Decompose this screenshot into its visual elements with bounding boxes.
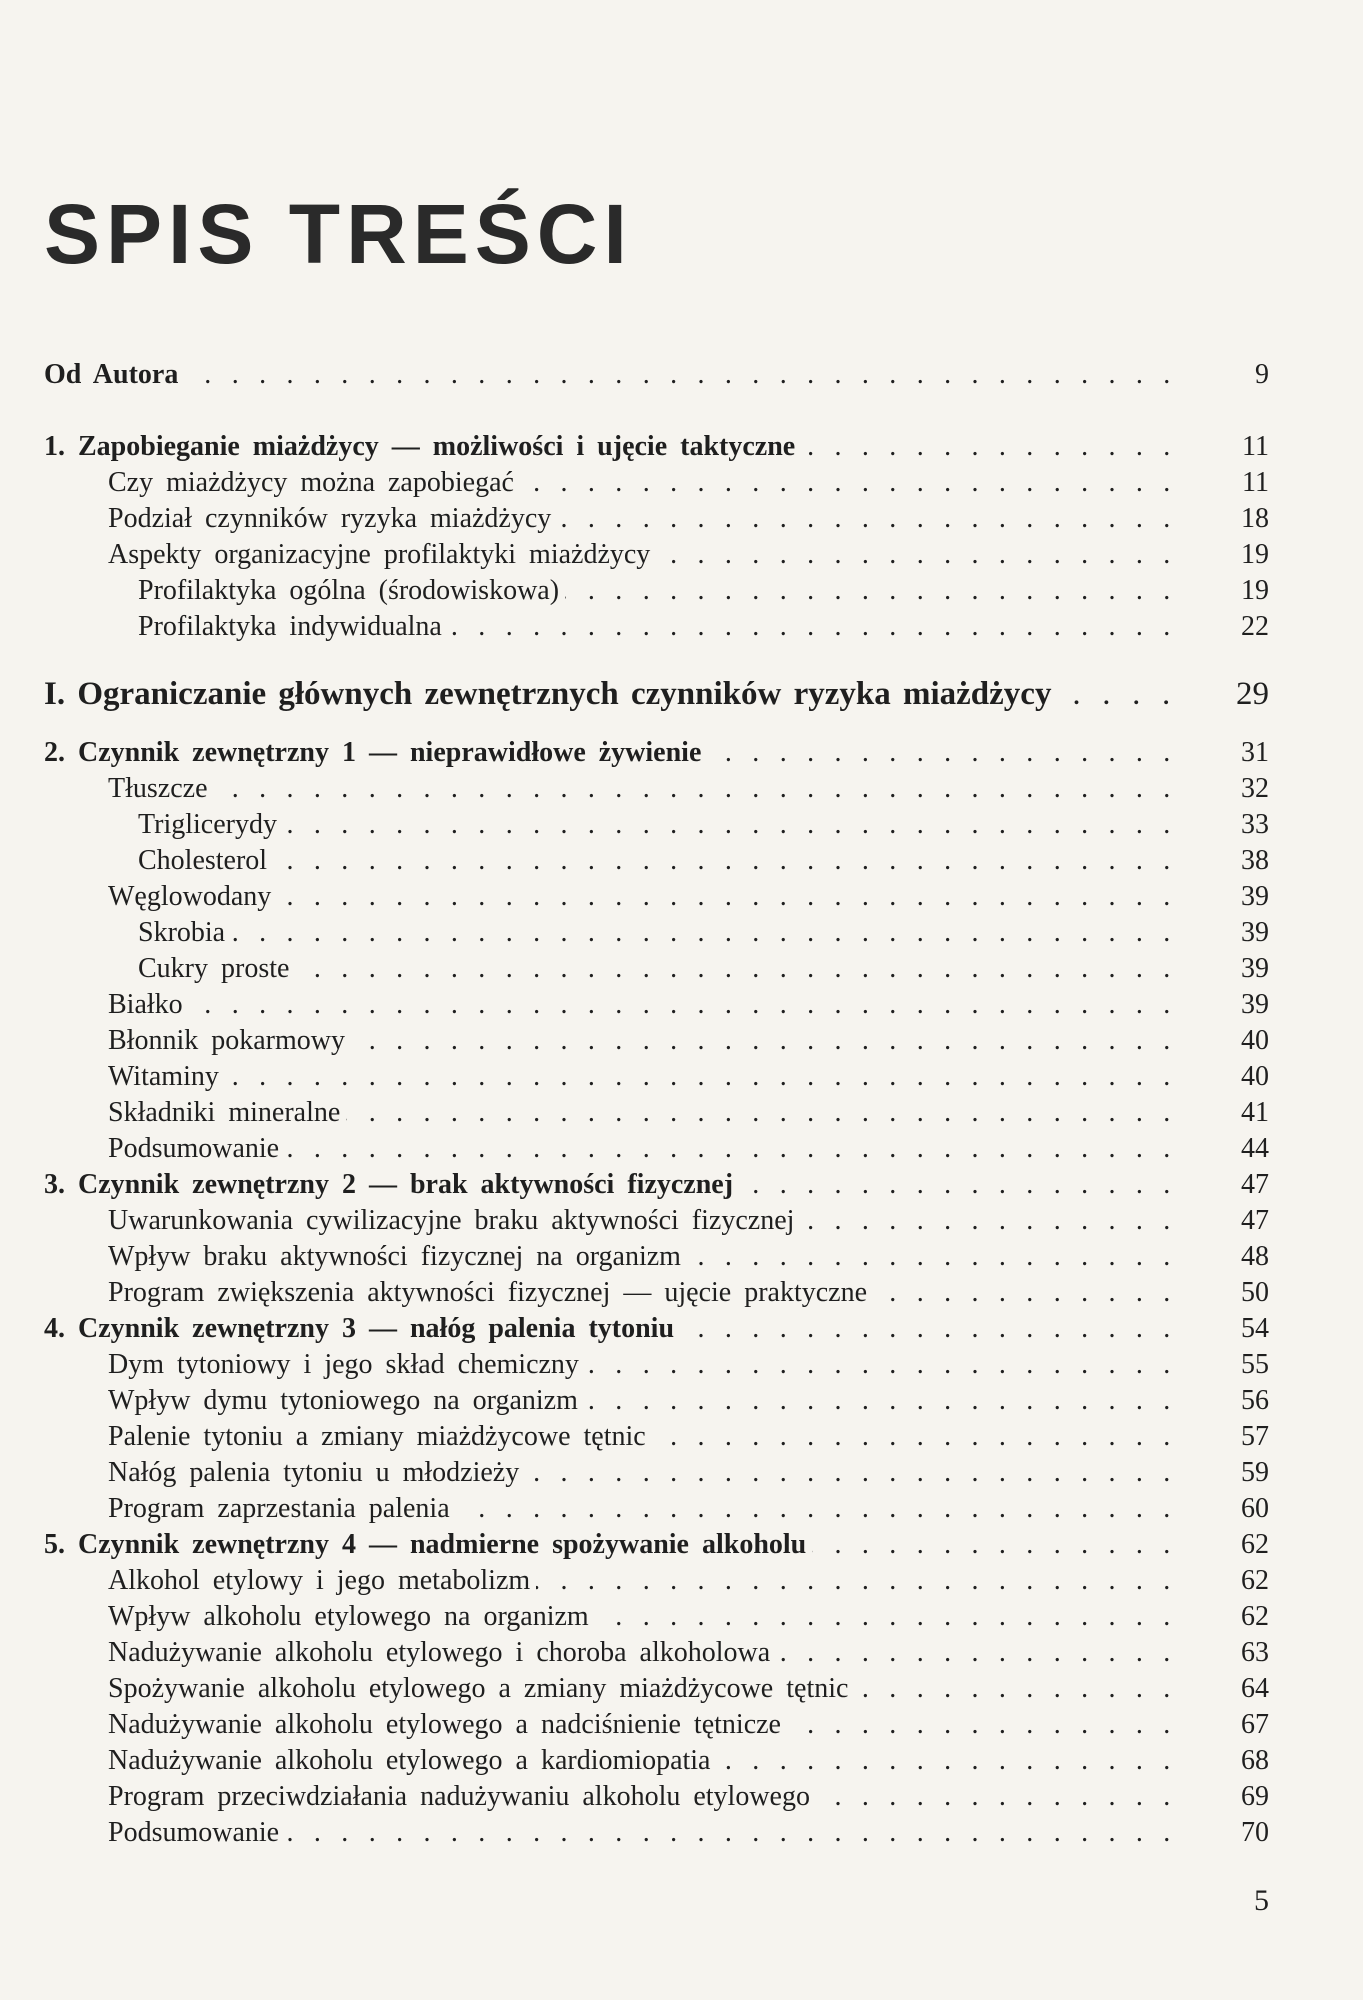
toc-entry bbox=[0, 1420, 1363, 1454]
dot-leader bbox=[816, 1780, 1177, 1814]
toc-entry-label: Wpływ dymu tytoniowego na organizm bbox=[108, 1384, 584, 1418]
toc-entry-page: 19 bbox=[1241, 575, 1269, 606]
toc-entry bbox=[0, 1204, 1363, 1238]
toc-entry-label: Profilaktyka ogólna (środowiskowa) bbox=[138, 574, 565, 608]
dot-leader bbox=[652, 1420, 1177, 1454]
dot-leader bbox=[801, 430, 1177, 464]
toc-entry bbox=[0, 736, 1363, 770]
toc-entry-label: Wpływ braku aktywności fizycznej na organizm bbox=[108, 1240, 687, 1274]
toc-entry bbox=[0, 538, 1363, 572]
toc-entry-label: Nałóg palenia tytoniu u młodzieży bbox=[108, 1456, 525, 1490]
toc-entry bbox=[0, 1564, 1363, 1598]
toc-entry bbox=[0, 1744, 1363, 1778]
toc-entry-label: Składniki mineralne bbox=[108, 1096, 346, 1130]
toc-entry-label: Od Autora bbox=[44, 358, 184, 392]
dot-leader bbox=[776, 1636, 1177, 1670]
toc-entry-page: 67 bbox=[1241, 1709, 1269, 1740]
toc-entry-label: 1. Zapobieganie miażdżycy — możliwości i ujęcie taktyczne bbox=[44, 430, 801, 464]
toc-entry-label: Nadużywanie alkoholu etylowego a kardiomiopatia bbox=[108, 1744, 716, 1778]
toc-entry-label: Program przeciwdziałania nadużywaniu alkoholu etylowego bbox=[108, 1780, 816, 1814]
toc-entry-page: 31 bbox=[1241, 737, 1269, 768]
toc-entry-page: 54 bbox=[1241, 1313, 1269, 1344]
toc-entry-label: Skrobia bbox=[138, 916, 231, 950]
toc-entry bbox=[0, 610, 1363, 644]
toc-entry bbox=[0, 1348, 1363, 1382]
toc-entry-label: 4. Czynnik zewnętrzny 3 — nałóg palenia tytoniu bbox=[44, 1312, 680, 1346]
dot-leader bbox=[1057, 674, 1177, 708]
toc-entry-label: Witaminy bbox=[108, 1060, 225, 1094]
toc-entry-page: 62 bbox=[1241, 1601, 1269, 1632]
toc-entry bbox=[0, 1780, 1363, 1814]
toc-entry-label: Podsumowanie bbox=[108, 1132, 285, 1166]
toc-entry bbox=[0, 1024, 1363, 1058]
toc-entry-label: Podsumowanie bbox=[108, 1816, 285, 1850]
toc-entry-page: 29 bbox=[1236, 676, 1269, 712]
toc-entry bbox=[0, 466, 1363, 500]
dot-leader bbox=[800, 1204, 1177, 1238]
dot-leader bbox=[585, 1348, 1177, 1382]
dot-leader bbox=[739, 1168, 1177, 1202]
toc-entry-page: 57 bbox=[1241, 1421, 1269, 1452]
toc-entry-page: 68 bbox=[1241, 1745, 1269, 1776]
dot-leader bbox=[273, 844, 1177, 878]
toc-entry-label: Palenie tytoniu a zmiany miażdżycowe tętnic bbox=[108, 1420, 652, 1454]
dot-leader bbox=[536, 1564, 1177, 1598]
page-title: SPIS TREŚCI bbox=[44, 187, 633, 281]
page-number: 5 bbox=[1254, 1884, 1269, 1917]
toc-entry-page: 9 bbox=[1255, 359, 1269, 390]
toc-entry-page: 47 bbox=[1241, 1205, 1269, 1236]
dot-leader bbox=[225, 1060, 1177, 1094]
dot-leader bbox=[707, 736, 1177, 770]
dot-leader bbox=[854, 1672, 1177, 1706]
toc-entry bbox=[0, 1240, 1363, 1274]
toc-entry bbox=[0, 1816, 1363, 1850]
toc-entry-label: I. Ograniczanie głównych zewnętrznych czynników ryzyka miażdżycy bbox=[44, 674, 1057, 714]
toc-entry bbox=[0, 430, 1363, 464]
toc-entry bbox=[0, 1096, 1363, 1130]
toc-entry-label: Podział czynników ryzyka miażdżycy bbox=[108, 502, 557, 536]
toc-entry-label: 2. Czynnik zewnętrzny 1 — nieprawidłowe żywienie bbox=[44, 736, 707, 770]
toc-entry bbox=[0, 772, 1363, 806]
dot-leader bbox=[873, 1276, 1177, 1310]
dot-leader bbox=[687, 1240, 1177, 1274]
toc-entry-page: 11 bbox=[1242, 431, 1269, 462]
toc-entry-page: 38 bbox=[1241, 845, 1269, 876]
dot-leader bbox=[680, 1312, 1177, 1346]
toc-entry-label: Program zwiększenia aktywności fizycznej — ujęcie praktyczne bbox=[108, 1276, 873, 1310]
toc-entry bbox=[0, 1672, 1363, 1706]
dot-leader bbox=[716, 1744, 1177, 1778]
toc-entry-page: 39 bbox=[1241, 953, 1269, 984]
toc-entry-label: Uwarunkowania cywilizacyjne braku aktywności fizycznej bbox=[108, 1204, 800, 1238]
toc-entry-page: 50 bbox=[1241, 1277, 1269, 1308]
toc-entry bbox=[0, 1384, 1363, 1418]
toc-entry-label: Nadużywanie alkoholu etylowego i choroba alkoholowa bbox=[108, 1636, 776, 1670]
toc-entry bbox=[0, 1312, 1363, 1346]
dot-leader bbox=[214, 772, 1177, 806]
toc-entry-label: Aspekty organizacyjne profilaktyki miażdżycy bbox=[108, 538, 656, 572]
toc-entry-page: 39 bbox=[1241, 881, 1269, 912]
toc-entry-page: 64 bbox=[1241, 1673, 1269, 1704]
toc-entry-page: 56 bbox=[1241, 1385, 1269, 1416]
toc-entry-page: 60 bbox=[1241, 1493, 1269, 1524]
toc-entry-label: Tłuszcze bbox=[108, 772, 214, 806]
toc-entry-label: Białko bbox=[108, 988, 189, 1022]
dot-leader bbox=[595, 1600, 1177, 1634]
toc-entry-label: 5. Czynnik zewnętrzny 4 — nadmierne spożywanie alkoholu bbox=[44, 1528, 812, 1562]
dot-leader bbox=[285, 1132, 1177, 1166]
toc-entry-label: Wpływ alkoholu etylowego na organizm bbox=[108, 1600, 595, 1634]
dot-leader bbox=[525, 1456, 1177, 1490]
dot-leader bbox=[812, 1528, 1177, 1562]
toc-entry bbox=[0, 1636, 1363, 1670]
toc-entry-page: 62 bbox=[1241, 1529, 1269, 1560]
toc-entry-label: Nadużywanie alkoholu etylowego a nadciśnienie tętnicze bbox=[108, 1708, 787, 1742]
toc-entry-page: 11 bbox=[1242, 467, 1269, 498]
toc-entry-page: 62 bbox=[1241, 1565, 1269, 1596]
dot-leader bbox=[656, 538, 1177, 572]
toc-entry-label: Cukry proste bbox=[138, 952, 295, 986]
toc-entry bbox=[0, 1600, 1363, 1634]
toc-entry-page: 63 bbox=[1241, 1637, 1269, 1668]
dot-leader bbox=[277, 880, 1177, 914]
toc-entry bbox=[0, 916, 1363, 950]
toc-entry bbox=[0, 574, 1363, 608]
toc-entry bbox=[0, 1708, 1363, 1742]
dot-leader bbox=[787, 1708, 1177, 1742]
toc-entry-page: 55 bbox=[1241, 1349, 1269, 1380]
dot-leader bbox=[231, 916, 1177, 950]
dot-leader bbox=[285, 1816, 1177, 1850]
toc-entry-page: 41 bbox=[1241, 1097, 1269, 1128]
toc-entry bbox=[0, 1528, 1363, 1562]
toc-entry bbox=[0, 808, 1363, 842]
toc-entry bbox=[0, 844, 1363, 878]
toc-entry-label: Dym tytoniowy i jego skład chemiczny bbox=[108, 1348, 585, 1382]
dot-leader bbox=[584, 1384, 1177, 1418]
toc-entry bbox=[0, 1132, 1363, 1166]
toc-entry-page: 39 bbox=[1241, 917, 1269, 948]
toc-entry-page: 18 bbox=[1241, 503, 1269, 534]
toc-entry bbox=[0, 880, 1363, 914]
toc-entry-label: Cholesterol bbox=[138, 844, 273, 878]
toc-entry bbox=[0, 1060, 1363, 1094]
toc-entry-label: Profilaktyka indywidualna bbox=[138, 610, 448, 644]
toc-entry bbox=[0, 1456, 1363, 1490]
toc-entry-page: 70 bbox=[1241, 1817, 1269, 1848]
toc-entry-page: 40 bbox=[1241, 1061, 1269, 1092]
toc-entry-label: Triglicerydy bbox=[138, 808, 283, 842]
toc-entry bbox=[0, 674, 1363, 714]
toc-entry-page: 40 bbox=[1241, 1025, 1269, 1056]
toc-entry-label: 3. Czynnik zewnętrzny 2 — brak aktywności fizycznej bbox=[44, 1168, 739, 1202]
dot-leader bbox=[456, 1492, 1177, 1526]
toc-entry-label: Program zaprzestania palenia bbox=[108, 1492, 456, 1526]
dot-leader bbox=[346, 1096, 1177, 1130]
toc-entry bbox=[0, 1168, 1363, 1202]
toc-entry-page: 48 bbox=[1241, 1241, 1269, 1272]
toc-entry-page: 47 bbox=[1241, 1169, 1269, 1200]
dot-leader bbox=[557, 502, 1177, 536]
toc-entry bbox=[0, 1492, 1363, 1526]
toc-entry bbox=[0, 502, 1363, 536]
toc-entry-label: Spożywanie alkoholu etylowego a zmiany miażdżycowe tętnic bbox=[108, 1672, 854, 1706]
dot-leader bbox=[295, 952, 1177, 986]
toc-entry-page: 39 bbox=[1241, 989, 1269, 1020]
toc-entry-page: 69 bbox=[1241, 1781, 1269, 1812]
toc-entry-label: Węglowodany bbox=[108, 880, 277, 914]
dot-leader bbox=[189, 988, 1177, 1022]
toc-entry bbox=[0, 952, 1363, 986]
toc-entry-label: Alkohol etylowy i jego metabolizm bbox=[108, 1564, 536, 1598]
toc-entry-label: Czy miażdżycy można zapobiegać bbox=[108, 466, 520, 500]
toc-entry-page: 44 bbox=[1241, 1133, 1269, 1164]
toc-entry-label: Błonnik pokarmowy bbox=[108, 1024, 351, 1058]
dot-leader bbox=[283, 808, 1177, 842]
dot-leader bbox=[184, 358, 1177, 392]
toc-entry bbox=[0, 988, 1363, 1022]
dot-leader bbox=[520, 466, 1177, 500]
dot-leader bbox=[351, 1024, 1177, 1058]
toc-entry-page: 19 bbox=[1241, 539, 1269, 570]
toc-entry bbox=[0, 1276, 1363, 1310]
toc-entry-page: 22 bbox=[1241, 611, 1269, 642]
dot-leader bbox=[565, 574, 1177, 608]
toc-entry-page: 59 bbox=[1241, 1457, 1269, 1488]
toc-entry-page: 33 bbox=[1241, 809, 1269, 840]
toc-entry bbox=[0, 358, 1363, 392]
dot-leader bbox=[448, 610, 1177, 644]
toc-entry-page: 32 bbox=[1241, 773, 1269, 804]
